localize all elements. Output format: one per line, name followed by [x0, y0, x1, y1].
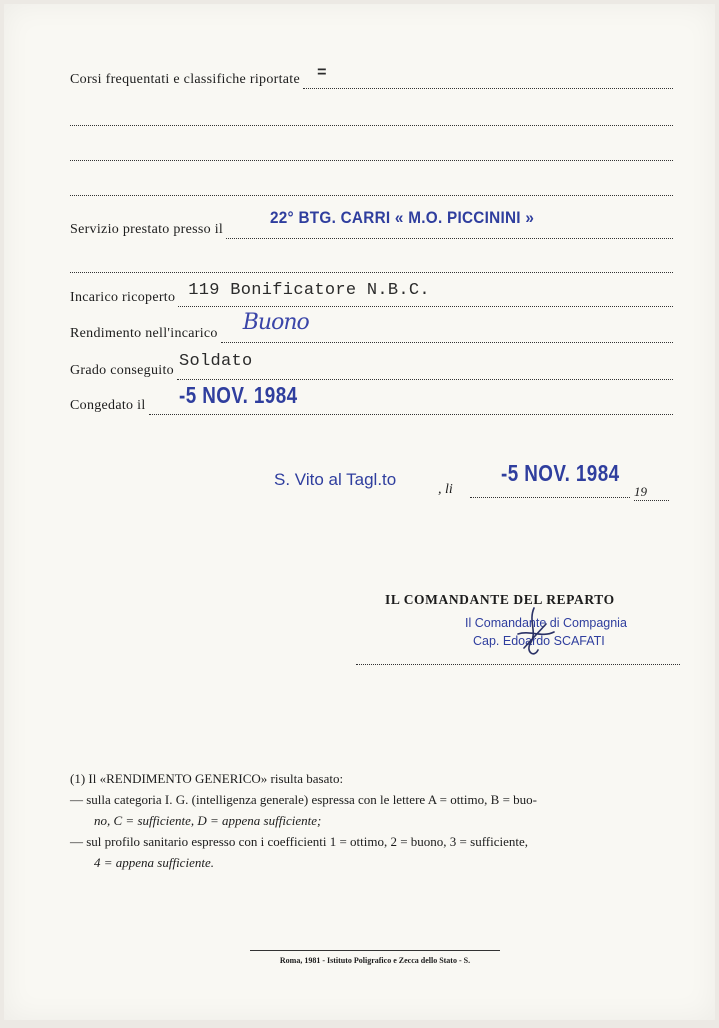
- rendimento-handwritten: Buono: [242, 310, 309, 335]
- incarico-fill: [178, 281, 673, 307]
- congedato-row: [70, 382, 673, 415]
- commander-stamp-line1: Il Comandante di Compagnia: [465, 616, 627, 630]
- rendimento-label: Rendimento nell'incarico: [70, 326, 218, 341]
- document-page: [4, 4, 715, 1020]
- footnote-item1-b: no, C = sufficiente, D = appena sufficiente;: [94, 813, 322, 828]
- incarico-row: [70, 281, 673, 307]
- corsi-label: Corsi frequentati e classifiche riportate: [70, 72, 300, 87]
- place-date-stamp: -5 NOV. 1984: [501, 460, 620, 486]
- congedato-fill: [149, 382, 673, 415]
- signature-dotted-line: [356, 664, 680, 665]
- imprint: Roma, 1981 - Istituto Poligrafico e Zecca dello Stato - S.: [279, 956, 471, 965]
- grado-row: [70, 352, 673, 380]
- incarico-value: 119 Bonificatore N.B.C.: [188, 281, 430, 300]
- incarico-label: Incarico ricoperto: [70, 290, 176, 305]
- grado-label: Grado conseguito: [70, 363, 174, 378]
- date-dotted-line: [470, 497, 630, 498]
- imprint-rule: [250, 950, 500, 951]
- servizio-label: Servizio prestato presso il: [70, 222, 224, 237]
- year-suffix: 19: [634, 484, 669, 501]
- servizio-fill: [226, 208, 673, 239]
- congedato-label: Congedato il: [70, 398, 146, 413]
- comandante-heading: IL COMANDANTE DEL REPARTO: [385, 592, 615, 607]
- corsi-row: [70, 64, 673, 89]
- footnote: [70, 768, 679, 873]
- servizio-row: [70, 208, 673, 239]
- place-date-separator: , li: [438, 482, 453, 497]
- grado-fill: [177, 352, 673, 380]
- grado-value: Soldato: [178, 352, 253, 371]
- dotted-line: [70, 195, 673, 196]
- dotted-line: [70, 160, 673, 161]
- footnote-item2-b: 4 = appena sufficiente.: [94, 855, 214, 870]
- corsi-fill: [303, 64, 673, 89]
- dotted-line: [70, 272, 673, 273]
- corsi-value: =: [317, 64, 327, 82]
- congedato-date-stamp: -5 NOV. 1984: [178, 382, 298, 408]
- servizio-stamp: 22° BTG. CARRI « M.O. PICCININI »: [270, 208, 535, 227]
- rendimento-fill: [221, 310, 673, 343]
- signature-scribble-icon: [504, 604, 564, 664]
- dotted-line: [70, 125, 673, 126]
- commander-stamp-line2: Cap. Edoardo SCAFATI: [473, 634, 605, 648]
- footnote-item2-a: — sul profilo sanitario espresso con i coefficienti 1 = ottimo, 2 = buono, 3 = sufficiente,: [70, 834, 529, 849]
- footnote-title: (1) Il «RENDIMENTO GENERICO» risulta basato:: [70, 771, 344, 786]
- rendimento-row: [70, 310, 673, 343]
- footnote-item1-a: — sulla categoria I. G. (intelligenza generale) espressa con le lettere A = ottimo, B = buo-: [70, 792, 537, 807]
- place-stamp: S. Vito al Tagl.to: [274, 470, 397, 489]
